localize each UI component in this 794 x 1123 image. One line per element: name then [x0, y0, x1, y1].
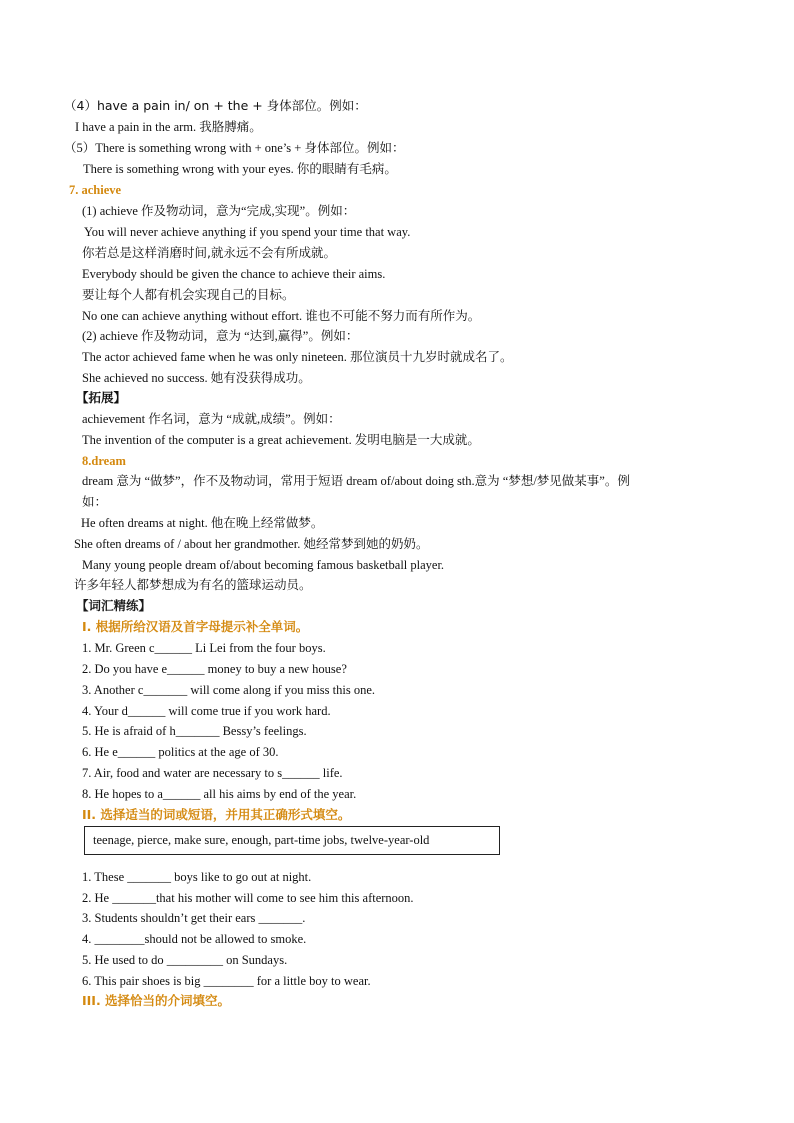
example-line: No one can achieve anything without effort. 谁也不可能不努力而有所作为。 [82, 309, 481, 323]
exercise-item: 2. He _______that his mother will come to see him this afternoon. [82, 891, 414, 905]
translation-line: 要让每个人都有机会实现自己的目标。 [82, 287, 295, 302]
exercise-item: 1. Mr. Green c______ Li Lei from the four boys. [82, 641, 326, 655]
exercise-item: 3. Students shouldn’t get their ears _______. [82, 911, 306, 925]
exercise-item: 8. He hopes to a______ all his aims by end of the year. [82, 787, 357, 801]
example-line: She achieved no success. 她有没获得成功。 [82, 371, 311, 385]
exercise-item: 6. He e______ politics at the age of 30. [82, 745, 279, 759]
translation-line: 许多年轻人都梦想成为有名的篮球运动员。 [74, 577, 312, 592]
usage-line: (1) achieve 作及物动词，意为“完成,实现”。例如： [82, 204, 356, 218]
section-3-title: III. 选择恰当的介词填空。 [82, 993, 231, 1008]
example-line: She often dreams of / about her grandmother. 她经常梦到她的奶奶。 [74, 537, 429, 551]
exercise-item: 3. Another c_______ will come along if you miss this one. [82, 683, 376, 697]
exercise-item: 5. He is afraid of h_______ Bessy’s feelings. [82, 724, 307, 738]
example-line: There is something wrong with your eyes. 你的眼睛有毛病。 [83, 162, 397, 176]
exercise-item: 4. Your d______ will come true if you work hard. [82, 704, 331, 718]
exercise-item: 7. Air, food and water are necessary to s______ life. [82, 766, 343, 780]
exercise-item: 5. He used to do _________ on Sundays. [82, 953, 288, 967]
usage-line: (2) achieve 作及物动词，意为 “达到,赢得”。例如： [82, 329, 359, 343]
example-line: I have a pain in the arm. 我胳膊痛。 [75, 120, 262, 134]
heading-dream: 8.dream [82, 454, 126, 468]
example-line: The actor achieved fame when he was only nineteen. 那位演员十九岁时就成名了。 [82, 350, 513, 364]
exercise-heading: 【词汇精练】 [76, 598, 152, 613]
heading-achieve: 7. achieve [69, 183, 122, 197]
example-line: Everybody should be given the chance to achieve their aims. [82, 267, 386, 281]
extension-label: 【拓展】 [76, 390, 127, 405]
example-line: You will never achieve anything if you spend your time that way. [84, 225, 411, 239]
exercise-item: 6. This pair shoes is big ________ for a little boy to wear. [82, 974, 371, 988]
exercise-item: 1. These _______ boys like to go out at night. [82, 870, 312, 884]
usage-line: achievement 作名词，意为 “成就,成绩”。例如： [82, 412, 341, 426]
usage-line: dream 意为 “做梦”，作不及物动词，常用于短语 dream of/about doing sth.意为 “梦想/梦见做某事”。例 [82, 474, 630, 488]
translation-line: 你若总是这样消磨时间,就永远不会有所成就。 [82, 245, 336, 260]
example-line: He often dreams at night. 他在晚上经常做梦。 [81, 516, 324, 530]
usage-line-cont: 如： [82, 494, 108, 509]
rule-4: （4）have a pain in/ on + the + 身体部位。例如： [64, 98, 367, 113]
section-1-title: I. 根据所给汉语及首字母提示补全单词。 [82, 619, 309, 634]
word-bank-box [84, 826, 500, 855]
section-2-title: II. 选择适当的词或短语，并用其正确形式填空。 [82, 807, 351, 822]
example-line: Many young people dream of/about becoming famous basketball player. [82, 558, 445, 572]
word-bank-text: teenage, pierce, make sure, enough, part-time jobs, twelve-year-old [93, 833, 430, 847]
rule-5: （5）There is something wrong with + one’s + 身体部位。例如： [64, 141, 405, 155]
example-line: The invention of the computer is a great achievement. 发明电脑是一大成就。 [82, 433, 480, 447]
exercise-item: 4. ________should not be allowed to smoke. [82, 932, 307, 946]
exercise-item: 2. Do you have e______ money to buy a new house? [82, 662, 347, 676]
